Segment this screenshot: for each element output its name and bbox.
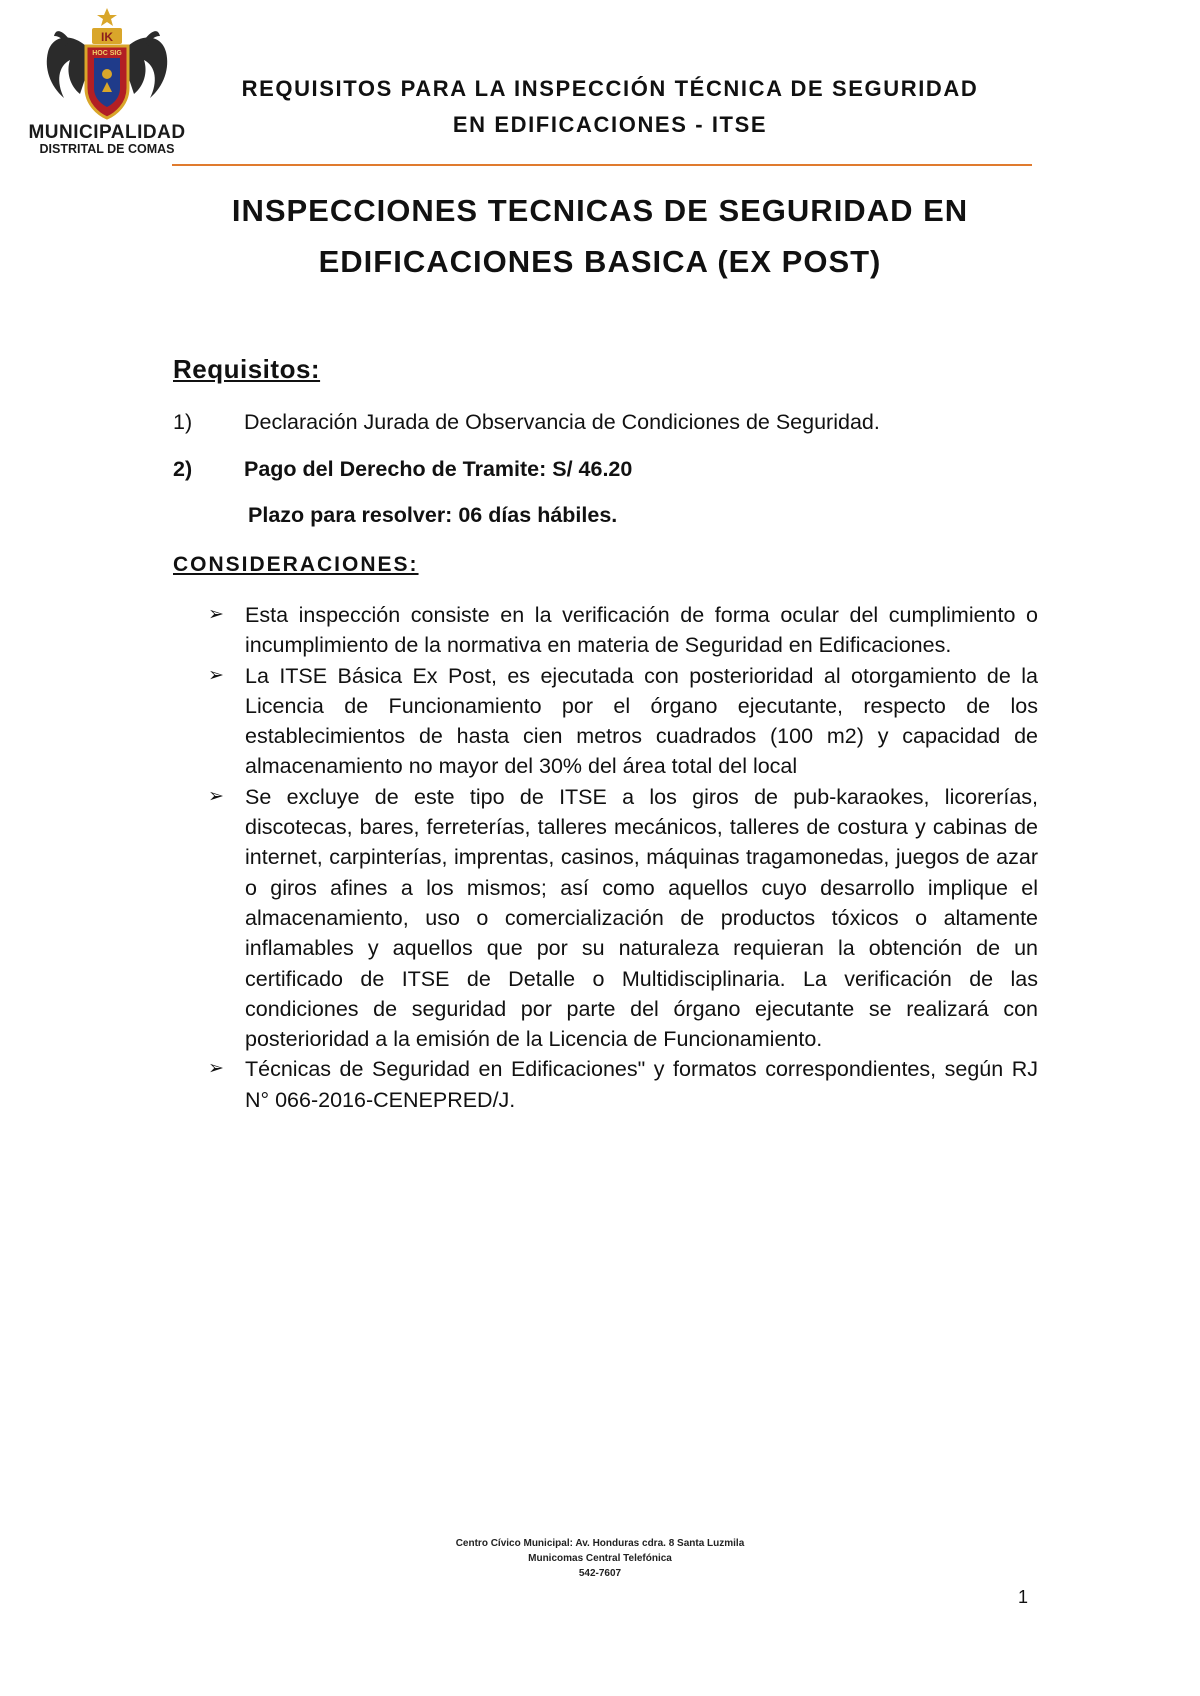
arrow-bullet-icon: ➢ <box>208 604 224 625</box>
arrow-bullet-icon: ➢ <box>208 1058 224 1080</box>
municipality-logo <box>26 6 188 154</box>
requirement-number: 2) <box>173 457 193 481</box>
requirement-text: Declaración Jurada de Observancia de Condiciones de Seguridad. <box>244 410 880 434</box>
considerations-heading: CONSIDERACIONES: <box>173 553 419 576</box>
requirement-number: 1) <box>173 410 193 434</box>
arrow-bullet-icon: ➢ <box>208 664 224 686</box>
municipality-district: DISTRITAL DE COMAS <box>39 142 175 156</box>
consideration-text: La ITSE Básica Ex Post, es ejecutada con posterioridad al otorgamiento de la Licencia de Funcionamiento por el órgano ejecutante, respecto de los establecimientos de hasta cien metros cuadrados (100 m2) y capacidad de almacenamiento no mayor del 30% del área total del local <box>245 663 1038 779</box>
municipality-name: MUNICIPALIDAD <box>28 122 186 143</box>
header-title-line1: REQUISITOS PARA LA INSPECCIÓN TÉCNICA DE SEGURIDAD <box>241 76 979 101</box>
footer-phone-label: Municomas Central Telefónica <box>528 1553 672 1564</box>
consideration-text: Técnicas de Seguridad en Edificaciones" y formatos correspondientes, según RJ N° 066-2016-CENEPRED/J. <box>245 1057 1038 1112</box>
requirement-text: Pago del Derecho de Tramite: S/ 46.20 <box>244 457 633 481</box>
svg-text:HOC SIG: HOC SIG <box>92 50 122 57</box>
resolution-deadline: Plazo para resolver: 06 días hábiles. <box>248 503 618 527</box>
list-item <box>208 600 1038 661</box>
consideration-text: Esta inspección consiste en la verificación de forma ocular del cumplimiento o incumplimiento de la normativa en materia de Seguridad en Edificaciones. <box>245 603 1038 658</box>
footer-phone-number: 542-7607 <box>578 1568 622 1579</box>
considerations-list <box>208 600 1038 1115</box>
arrow-bullet-icon: ➢ <box>208 785 224 807</box>
list-item <box>208 782 1038 1055</box>
header-divider <box>172 164 1032 166</box>
document-title-line2: EDIFICACIONES BASICA (EX POST) <box>318 244 882 279</box>
consideration-text: Se excluye de este tipo de ITSE a los giros de pub-karaokes, licorerías, discotecas, bares, ferreterías, talleres mecánicos, talleres de costura y cabinas de internet, carpinterías, imprentas, casinos, máquinas tragamonedas, juegos de azar o giros afines a los mismos; así como aquellos cuyo desarrollo implique el almacenamiento, uso o comercialización de productos tóxicos o altamente inflamables y aquellos que por su naturaleza requieran la obtención de un certificado de ITSE de Detalle o Multidisciplinaria. La verificación de las condiciones de seguridad por parte del órgano ejecutante se realizará con posterioridad a la emisión de la Licencia de Funcionamiento. <box>245 784 1038 1052</box>
document-title-line1: INSPECCIONES TECNICAS DE SEGURIDAD EN <box>231 193 969 228</box>
page-number: 1 <box>1018 1587 1029 1607</box>
list-item <box>208 1054 1038 1115</box>
footer-address: Centro Cívico Municipal: Av. Honduras cdra. 8 Santa Luzmila <box>455 1538 745 1549</box>
svg-text:IK: IK <box>101 30 113 44</box>
requirements-heading: Requisitos: <box>173 354 321 384</box>
header-title-line2: EN EDIFICACIONES - ITSE <box>452 112 768 137</box>
list-item <box>208 661 1038 782</box>
eagle-crest-icon <box>26 6 188 122</box>
